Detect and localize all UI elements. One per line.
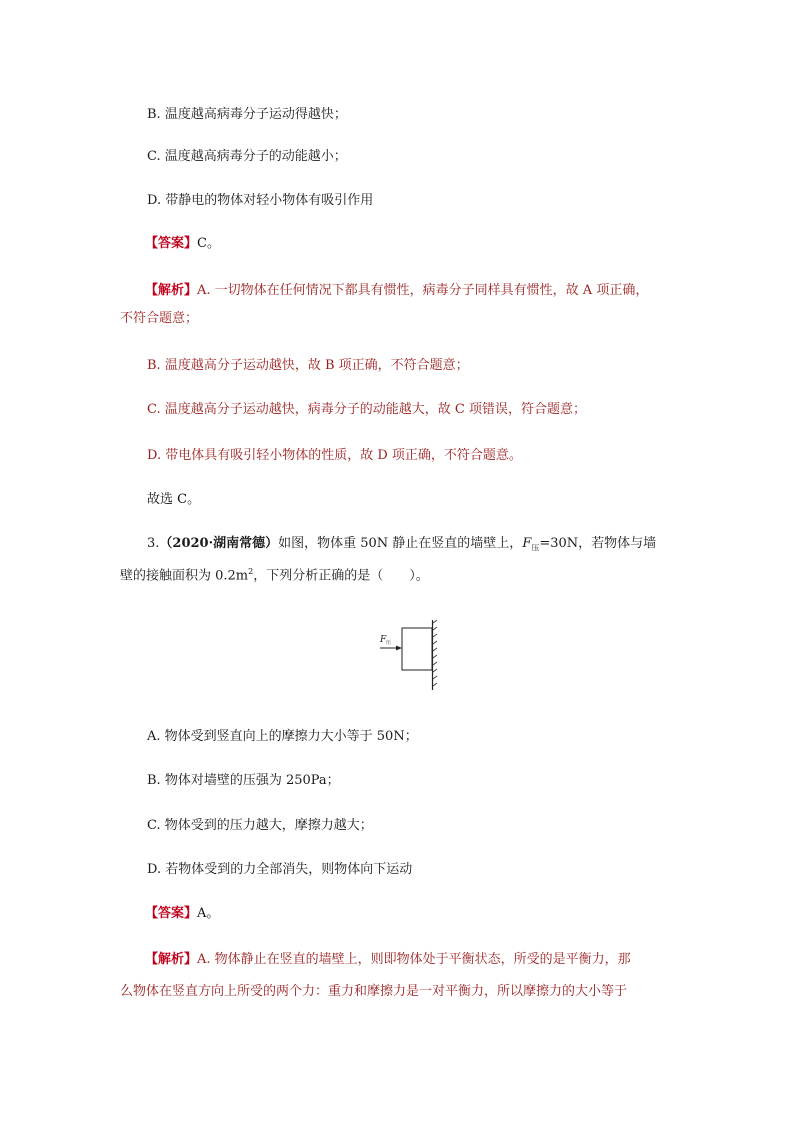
force-subscript: 压 bbox=[531, 543, 540, 553]
figure-force-label: F bbox=[380, 635, 387, 645]
q2-analysis-a-cont: 不符合题意； bbox=[120, 311, 199, 326]
answer-tag: 【答案】 bbox=[145, 906, 198, 921]
answer-tag: 【答案】 bbox=[145, 236, 198, 251]
q3-option-d: D. 若物体受到的力全部消失，则物体向下运动 bbox=[147, 862, 413, 877]
q3-stem-text-a: 如图，物体重 50N 静止在竖直的墙壁上， bbox=[278, 536, 523, 551]
q2-option-d: D. 带静电的物体对轻小物体有吸引作用 bbox=[147, 193, 374, 208]
q3-stem-text-b: =30N，若物体与墙 bbox=[539, 536, 657, 551]
area-superscript: 2 bbox=[248, 567, 254, 576]
analysis-tag: 【解析】 bbox=[145, 283, 198, 298]
q3-stem-line-2 bbox=[120, 563, 429, 585]
answer-value: C。 bbox=[197, 236, 220, 251]
q3-option-c: C. 物体受到的压力越大，摩擦力越大； bbox=[147, 818, 373, 833]
answer-value: A。 bbox=[197, 906, 220, 921]
analysis-a-text: A. 一切物体在任何情况下都具有惯性，病毒分子同样具有惯性，故 A 项正确， bbox=[197, 283, 649, 298]
q2-analysis-c: C. 温度越高分子运动越快，病毒分子的动能越大，故 C 项错误，符合题意； bbox=[147, 402, 586, 417]
q3-source: （2020·湖南常德） bbox=[159, 536, 279, 551]
q2-conclusion: 故选 C。 bbox=[147, 492, 201, 507]
q3-option-b: B. 物体对墙壁的压强为 250Pa； bbox=[147, 773, 340, 788]
wall-block-figure bbox=[378, 620, 448, 692]
q3-stem-text-c: 壁的接触面积为 0.2m bbox=[120, 568, 249, 584]
q2-answer bbox=[145, 235, 220, 253]
q2-option-b: B. 温度越高病毒分子运动得越快； bbox=[147, 107, 347, 122]
q3-stem-line-1 bbox=[147, 535, 656, 558]
q3-number: 3. bbox=[147, 536, 160, 551]
q3-analysis-line-2: 么物体在竖直方向上所受的两个力：重力和摩擦力是一对平衡力，所以摩擦力的大小等于 bbox=[120, 984, 628, 999]
block bbox=[402, 628, 432, 670]
q3-answer bbox=[145, 905, 219, 923]
q3-analysis-line-1 bbox=[145, 951, 631, 969]
analysis-tag: 【解析】 bbox=[145, 952, 198, 967]
figure-force-label-sub: 压 bbox=[386, 640, 392, 646]
wall-hatching bbox=[433, 620, 437, 686]
q2-analysis-a bbox=[145, 282, 648, 300]
q3-option-a: A. 物体受到竖直向上的摩擦力大小等于 50N； bbox=[147, 729, 418, 744]
q2-option-c: C. 温度越高病毒分子的动能越小； bbox=[147, 149, 347, 164]
force-symbol: F bbox=[522, 536, 532, 551]
q2-analysis-b: B. 温度越高分子运动越快，故 B 项正确，不符合题意； bbox=[147, 358, 469, 373]
force-arrow-head bbox=[396, 646, 402, 651]
q3-stem-text-d: ，下列分析正确的是（ ）。 bbox=[253, 568, 429, 584]
analysis-text-1: A. 物体静止在竖直的墙壁上，则即物体处于平衡状态，所受的是平衡力，那 bbox=[197, 952, 631, 967]
q2-analysis-d: D. 带电体具有吸引轻小物体的性质，故 D 项正确，不符合题意。 bbox=[147, 448, 522, 463]
